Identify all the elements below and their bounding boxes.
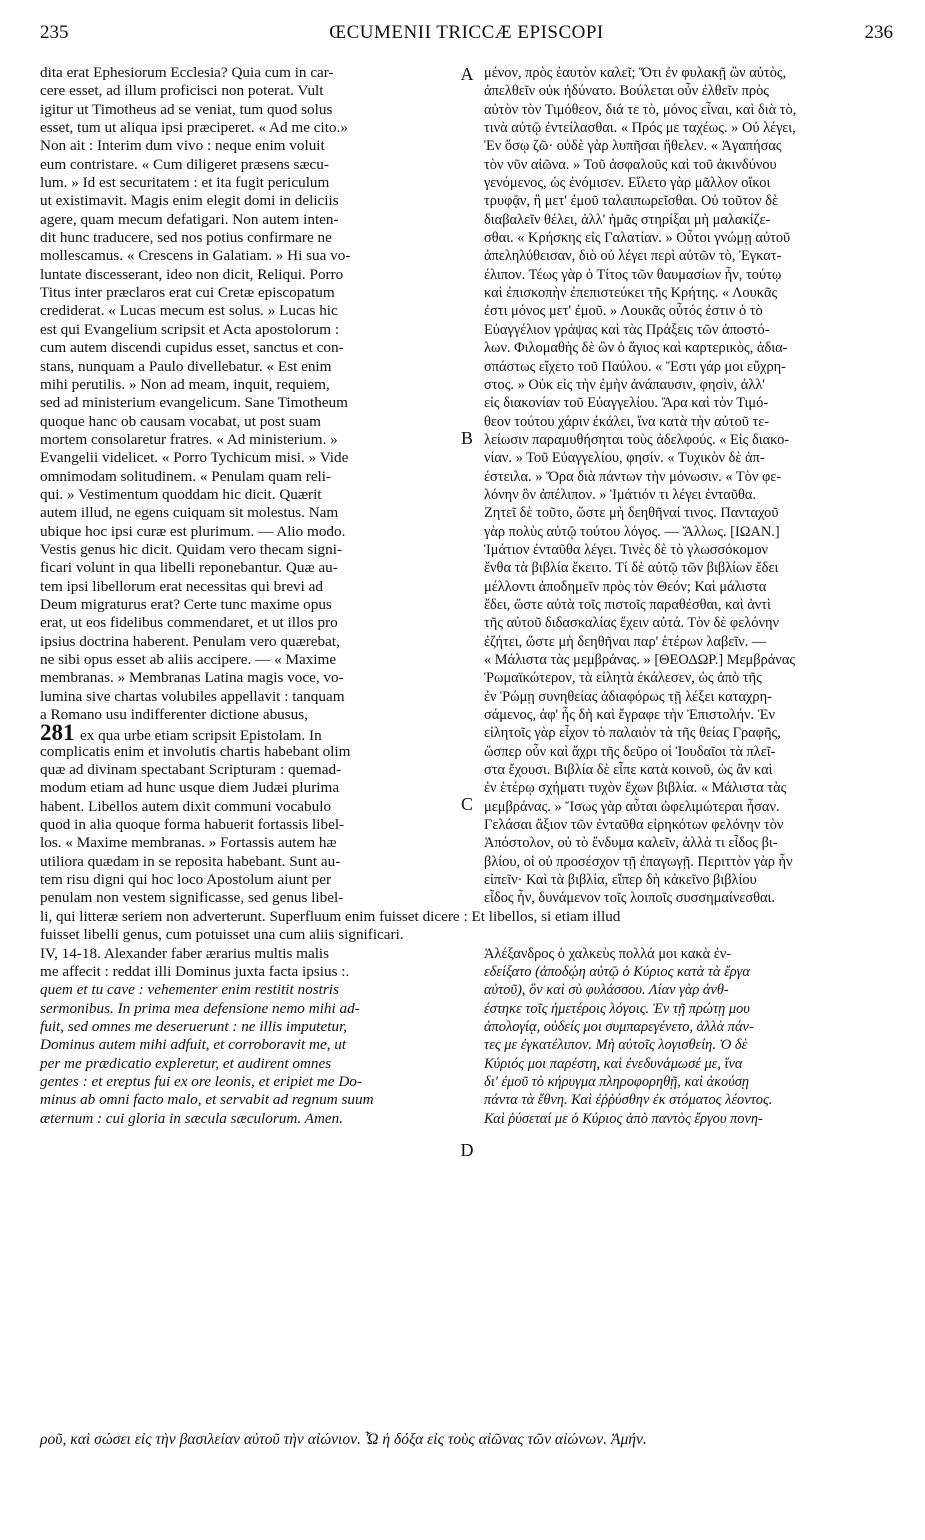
greek-line: ἔδει, ὥστε αὐτὰ τοῖς πιστοῖς παραθέσθαι, καὶ ἀντὶ bbox=[484, 596, 771, 613]
latin-line: qui. » Vestimentum quoddam hic dicit. Quærit bbox=[40, 485, 322, 503]
greek-line: Γελάσαι ἄξιον τῶν ἐνταῦθα εἰρηκότων φελόνην τὸν bbox=[484, 817, 784, 834]
greek-line: μέλλοντι ἀποδημεῖν πρὸς τὸν Θεόν; Καὶ μάλιστα bbox=[484, 578, 767, 595]
column-number: 281 bbox=[40, 720, 75, 746]
latin-line: penulam non vestem significasse, sed genus libel- bbox=[40, 889, 344, 907]
latin-line: sed ad ministerium evangelicum. Sane Timotheum bbox=[40, 394, 348, 412]
latin-line: Dominus autem mihi adfuit, et corroboravit me, ut bbox=[40, 1036, 347, 1054]
greek-line: Ἀπόστολον, οὐ τὸ ἔνδυμα καλεῖν, ἀλλὰ τι εἶδος βι- bbox=[484, 835, 778, 852]
latin-line: ut existimavit. Magis enim elegit domi in deliciis bbox=[40, 192, 339, 210]
greek-line: τὸν νῦν αἰῶνα. » Τοῦ ἀσφαλοῦς καὶ τοῦ ἀκινδύνου bbox=[484, 156, 777, 173]
greek-line: σθαι. « Κρήσκης εἰς Γαλατίαν. » Οὗτοι γνώμῃ αὐτοῦ bbox=[484, 230, 791, 247]
latin-line: minus ab omni facto malo, et servabit ad regnum suum bbox=[40, 1091, 374, 1109]
greek-line: ἀπελθεῖν οὐκ ἠδύνατο. Βούλεται οὖν ἐλθεῖν πρὸς bbox=[484, 83, 769, 100]
latin-line: ficari volunt in qua libelli reponebantur. Quæ au- bbox=[40, 559, 338, 577]
page-number-right: 236 bbox=[864, 22, 893, 43]
greek-line: θεον τούτου χάριν ἐκάλει, ἵνα κατὰ τὴν αὐτοῦ τε- bbox=[484, 413, 770, 430]
greek-line: ὥσπερ οὖν καὶ ἄχρι τῆς δεῦρο οἱ Ἰουδαῖοι τὰ πλεῖ- bbox=[484, 743, 776, 760]
greek-line: λείωσιν παραμυθήσηται τοὺς ἀδελφούς. « Εἰς διακο- bbox=[484, 431, 790, 448]
greek-line: νίαν. » Τοῦ Εὐαγγελίου, φησίν. « Τυχικὸν δὲ ἀπ- bbox=[484, 450, 765, 467]
greek-line: λόνην ὃν ἀπέλιπον. » Ἱμάτιόν τι λέγει ἐνταῦθα. bbox=[484, 486, 756, 503]
latin-line: mortem consolaretur fratres. « Ad ministerium. » bbox=[40, 430, 338, 448]
margin-letter-d: D bbox=[460, 1140, 474, 1160]
latin-line: cere esset, ad illum proficisci non poterat. Vult bbox=[40, 82, 324, 100]
latin-line: Vestis genus hic dicit. Quidam vero thecam signi- bbox=[40, 540, 342, 558]
page-number-left: 235 bbox=[40, 22, 69, 43]
latin-line: mihi perutilis. » Non ad meam, inquit, requiem, bbox=[40, 375, 330, 393]
greek-line: εἰς διακονίαν τοῦ Εὐαγγελίου. Ἄρα καὶ τὸν Τιμό- bbox=[484, 395, 769, 412]
latin-line: erat, ut eos fidelibus commendaret, et ut illos pro bbox=[40, 614, 338, 632]
latin-line: quod in alia quoque forma habuerit fortassis libel- bbox=[40, 816, 345, 834]
greek-line: εἶδος ἦν, δυνάμενον τοῖς λοιποῖς συσσημαίνεσθαι. bbox=[484, 890, 776, 907]
greek-line: γενόμενος, ὡς ἐνόμισεν. Εἵλετο γὰρ μᾶλλον οἴκοι bbox=[484, 175, 771, 192]
greek-line bbox=[484, 926, 894, 944]
latin-line: habent. Libellos autem dixit communi vocabulo bbox=[40, 797, 332, 815]
greek-line: στος. » Οὐκ εἰς τὴν ἐμὴν ἀνάπαυσιν, φησὶν, ἀλλ' bbox=[484, 376, 765, 393]
greek-line: δι' ἐμοῦ τὸ κήρυγμα πληροφορηθῇ, καὶ ἀκούσῃ bbox=[484, 1073, 750, 1090]
greek-line: βλίου, οἱ οὐ προσέσχον τῇ ἐπαγωγῇ. Περιττὸν γὰρ ἦν bbox=[484, 853, 793, 870]
latin-line: crediderat. « Lucas mecum est solus. » Lucas hic bbox=[40, 302, 338, 320]
latin-line: stans, nunquam a Paulo divellebatur. « Est enim bbox=[40, 357, 332, 375]
greek-line: αὐτοῦ), ὃν καὶ σὺ φυλάσσου. Λίαν γὰρ ἀνθ- bbox=[484, 982, 729, 999]
greek-line: έλιπον. Τέως γὰρ ὁ Τίτος τῶν θαυμασίων ἦν, τούτῳ bbox=[484, 266, 782, 283]
latin-line bbox=[40, 963, 455, 981]
latin-line: igitur ut Timotheus ad se veniat, tum quod solus bbox=[40, 100, 333, 118]
greek-line: έστειλα. » Ὅρα διὰ πάντων τὴν μόνωσιν. « Τὸν φε- bbox=[484, 468, 782, 485]
latin-line: luntate discesserant, ideo non dicit, Reliqui. Porro bbox=[40, 265, 344, 283]
greek-line: μεμβράνας. » Ἴσως γὰρ αὗται ὠφελιμώτεραι ἦσαν. bbox=[484, 798, 780, 815]
latin-line: quæ ad divinam spectabant Scripturam : quemad- bbox=[40, 761, 342, 779]
margin-letter-c: C bbox=[460, 794, 473, 814]
running-title: ŒCUMENII TRICCÆ EPISCOPI bbox=[329, 22, 604, 43]
greek-line: ἀπολογίᾳ, οὐδείς μοι συμπαρεγένετο, ἀλλὰ πάν- bbox=[484, 1018, 754, 1035]
greek-line: αὐτὸν τὸν Τιμόθεον, διά τε τὸ, μόνος εἶναι, καὶ διὰ τὸ, bbox=[484, 101, 797, 118]
greek-line: έστηκε τοῖς ἡμετέροις λόγοις. Ἐν τῇ πρώτῃ μου bbox=[484, 1000, 750, 1017]
greek-line: τῆς αὐτοῦ διδασκαλίας ἔχειν αὐτά. Τὸν δὲ φελόνην bbox=[484, 615, 779, 632]
latin-line: autem illud, ne egens cuiquam sit molestus. Nam bbox=[40, 504, 339, 522]
page-header bbox=[40, 22, 893, 50]
latin-line: ne sibi opus esset ab aliis accipere. — « Maxime bbox=[40, 651, 337, 668]
latin-line: ipsius doctrina haberent. Penulam vero quærebat, bbox=[40, 632, 340, 650]
latin-line: agere, quam mecum defatigari. Non autem inten- bbox=[40, 210, 339, 228]
latin-line: utiliora quædam in se reposita habebant. Sunt au- bbox=[40, 852, 341, 870]
greek-line: Κύριός μοι παρέστη, καὶ ἐνεδυνάμωσέ με, ἵνα bbox=[484, 1055, 743, 1072]
latin-line: est qui Evangelium scripsit et Acta apostolorum : bbox=[40, 320, 340, 338]
latin-line: tem ipsi libellorum erat necessitas qui brevi ad bbox=[40, 577, 324, 595]
latin-line: complicatis enim et involutis chartis habebant olim bbox=[40, 742, 351, 760]
greek-line: Καὶ ῥύσεταί με ὁ Κύριος ἀπὸ παντὸς ἔργου πονη- bbox=[484, 1110, 763, 1127]
latin-line: omnimodam solitudinem. « Penulam quam reli- bbox=[40, 467, 332, 485]
margin-letter-a: A bbox=[460, 64, 474, 84]
greek-line: πάντα τὰ ἔθνη. Καὶ ἐῤῥύσθην ἐκ στόματος λέοντος. bbox=[484, 1092, 773, 1109]
latin-line: quem et tu cave : vehementer enim restitit nostris bbox=[40, 981, 339, 999]
latin-line: IV, 14-18. Alexander faber ærarius multis malis bbox=[40, 944, 330, 962]
greek-line: « Μάλιστα τὰς μεμβράνας. » [ΘΕΟΔΩΡ.] Μεμβράνας bbox=[484, 652, 796, 668]
greek-line: ἀπεληλύθεισαν, διὸ οὐ λέγει περὶ αὐτῶν τὸ, Ἐγκατ- bbox=[484, 248, 782, 265]
latin-line: quoque hanc ob causam vocabat, ut post suam bbox=[40, 412, 321, 430]
greek-line: εἰλητοῖς γὰρ εἶχον τὸ παλαιὸν τὰ τῆς θείας Γραφῆς, bbox=[484, 725, 781, 742]
greek-line: γὰρ πολὺς αὐτῷ τούτου λόγος. — Ἄλλως. [ΙΩΑΝ.] bbox=[484, 523, 780, 540]
greek-line: στα ἔχουσι. Βιβλία δὲ εἶπε κατὰ κοινοῦ, ὡς ἂν καὶ bbox=[484, 762, 773, 779]
latin-line: mollescamus. « Crescens in Galatiam. » Hi sua vo- bbox=[40, 247, 351, 265]
latin-line: modum etiam ad hunc usque diem Judæi plurima bbox=[40, 779, 340, 797]
greek-line: σάμενος, ἀφ' ἧς δὴ καὶ ἔγραφε τὴν Ἐπιστολήν. Ἐν bbox=[484, 707, 776, 724]
greek-line: εἰπεῖν· Καὶ τὰ βιβλία, εἴπερ δὴ κἀκεῖνο βιβλίου bbox=[484, 872, 757, 889]
latin-line: eum contristare. « Cum diligeret præsens sæcu- bbox=[40, 155, 329, 173]
greek-line: τες με ἐγκατέλιπον. Μὴ αὐτοῖς λογισθείη. Ὁ δὲ bbox=[484, 1037, 748, 1054]
greek-line: τρυφᾷν, ἢ μετ' ἐμοῦ ταλαιπωρεῖσθαι. Οὐ τοῦτον δὲ bbox=[484, 193, 779, 210]
greek-line: Εὐαγγέλιον γράψας καὶ τὰς Πράξεις τῶν ἀποστό- bbox=[484, 321, 770, 338]
latin-line: esset, tum ut aliqua ipsi præciperet. « Ad me cito.» bbox=[40, 119, 348, 137]
latin-line: cum autem discendi cupidus esset, sanctus et con- bbox=[40, 339, 344, 357]
latin-line: Titus inter præclaros erat cui Cretæ episcopatum bbox=[40, 284, 335, 302]
latin-line: dita erat Ephesiorum Ecclesia? Quia cum in car- bbox=[40, 64, 334, 81]
latin-line: tem risu digni qui hoc loco Apostolum aiunt per bbox=[40, 871, 332, 889]
greek-line: διαβαλεῖν θέλει, ἀλλ' ἡμᾶς στηρίξαι μὴ μαλακίζε- bbox=[484, 211, 771, 228]
greek-line: μένον, πρὸς ἑαυτὸν καλεῖ; Ὅτι ἐν φυλακῇ ὢν αὐτὸς, bbox=[484, 65, 787, 81]
greek-line bbox=[484, 908, 894, 926]
greek-line: ἐν Ῥώμῃ συνηθείας ἀδιαφόρως τῇ λέξει καταχρη- bbox=[484, 688, 772, 705]
greek-line: σπάστως εἴχετο τοῦ Παύλου. « Ἔστι γάρ μοι εὔχρη- bbox=[484, 358, 786, 375]
greek-line: ἔνθα τὰ βιβλία ἔκειτο. Τί δὲ αὐτῷ τῶν βιβλίων ἔδει bbox=[484, 560, 779, 577]
greek-line: λων. Φιλομαθὴς δὲ ὢν ὁ ἅγιος καὶ καρτερικὸς, ἀδια- bbox=[484, 340, 788, 357]
greek-line: τινὰ αὐτῷ ἐντείλασθαι. « Πρός με ταχέως. » Οὐ λέγει, bbox=[484, 120, 796, 137]
latin-line: fuit, sed omnes me deseruerunt : ne illis imputetur, bbox=[40, 1017, 348, 1035]
greek-closing-line: ροῦ, καὶ σώσει εἰς τὴν βασιλείαν αὐτοῦ τὴν αἰώνιον. Ὧ ἡ δόξα εἰς τοὺς αἰῶνας τῶν αἰώνων. Ἀμήν. bbox=[40, 1431, 647, 1448]
greek-line: Ῥωμαϊκώτερον, τὰ εἰλητὰ ἐκάλεσεν, ὡς ἀπὸ τῆς bbox=[484, 670, 762, 687]
latin-line: sermonibus. In prima mea defensione nemo mihi ad- bbox=[40, 999, 360, 1017]
greek-line: Ἀλέξανδρος ὁ χαλκεὺς πολλά μοι κακὰ ἐν- bbox=[484, 945, 732, 962]
latin-line: Deum migraturus erat? Certe tunc maxime opus bbox=[40, 595, 332, 613]
margin-letter-b: B bbox=[460, 428, 473, 448]
latin-line: Evangelii videlicet. « Porro Tychicum misi. » Vide bbox=[40, 449, 349, 467]
latin-line: li, qui litteræ seriem non adverterunt. Superfluum enim fuisset dicere : Et libellos, si etiam illud bbox=[40, 907, 621, 925]
greek-line: ἐζήτει, ὥστε μὴ δεηθῆναι παρ' ἑτέρων λαβεῖν. — bbox=[484, 633, 767, 650]
latin-line: per me prædicatio expleretur, et audirent omnes bbox=[40, 1054, 332, 1072]
latin-line: membranas. » Membranas Latina magis voce, vo- bbox=[40, 669, 344, 687]
latin-line: dit hunc traducere, sed nos potius confirmare ne bbox=[40, 229, 332, 247]
greek-line: ἐστι μόνος μετ' ἐμοῦ. » Λουκᾶς οὗτός ἐστιν ὁ τὸ bbox=[484, 303, 763, 320]
greek-line: Ἱμάτιον ἐνταῦθα λέγει. Τινὲς δὲ τὸ γλωσσόκομον bbox=[484, 541, 769, 558]
greek-line: καὶ ἐπισκοπὴν ἐπεπιστεύκει τῆς Κρήτης. « Λουκᾶς bbox=[484, 285, 778, 302]
latin-line: lumina sive chartas volubiles appellavit : tanquam bbox=[40, 687, 345, 705]
greek-line: Ἐν ὅσῳ ζῶ· οὐδὲ γὰρ λυπῆσαι ἤθελεν. « Ἀγαπήσας bbox=[484, 138, 782, 155]
latin-line: gentes : et ereptus fui ex ore leonis, et eripiet me Do- bbox=[40, 1072, 362, 1090]
latin-line: 281 ex qua urbe etiam scripsit Epistolam. In bbox=[40, 720, 322, 746]
verse-reference: me affecit : reddat illi Dominus juxta facta ipsius :. bbox=[40, 962, 350, 980]
latin-line: æternum : cui gloria in sæcula sæculorum. Amen. bbox=[40, 1109, 344, 1127]
greek-line: ἐν ἑτέρῳ σχήματι τυχὸν ἔχων βιβλία. « Μάλιστα τὰς bbox=[484, 780, 787, 797]
latin-line: a Romano usu indifferenter dictione abusus, bbox=[40, 706, 308, 724]
latin-line: lum. » Id est securitatem : et ita fugit periculum bbox=[40, 174, 330, 192]
latin-line: Non ait : Interim dum vivo : neque enim voluit bbox=[40, 137, 325, 155]
latin-line: ubique hoc ipsi curæ est plurimum. — Alio modo. bbox=[40, 522, 346, 540]
latin-line: los. « Maxime membranas. » Fortassis autem hæ bbox=[40, 834, 337, 852]
greek-line: Ζητεῖ δὲ τοῦτο, ὥστε μὴ δεηθῆναί τινος. Πανταχοῦ bbox=[484, 505, 779, 522]
latin-line: fuisset libelli genus, cum potuisset una cum aliis significari. bbox=[40, 926, 404, 944]
greek-line: εδείξατο (ἀποδῴη αὐτῷ ὁ Κύριος κατὰ τὰ ἔργα bbox=[484, 963, 750, 980]
greek-column bbox=[484, 64, 894, 1128]
